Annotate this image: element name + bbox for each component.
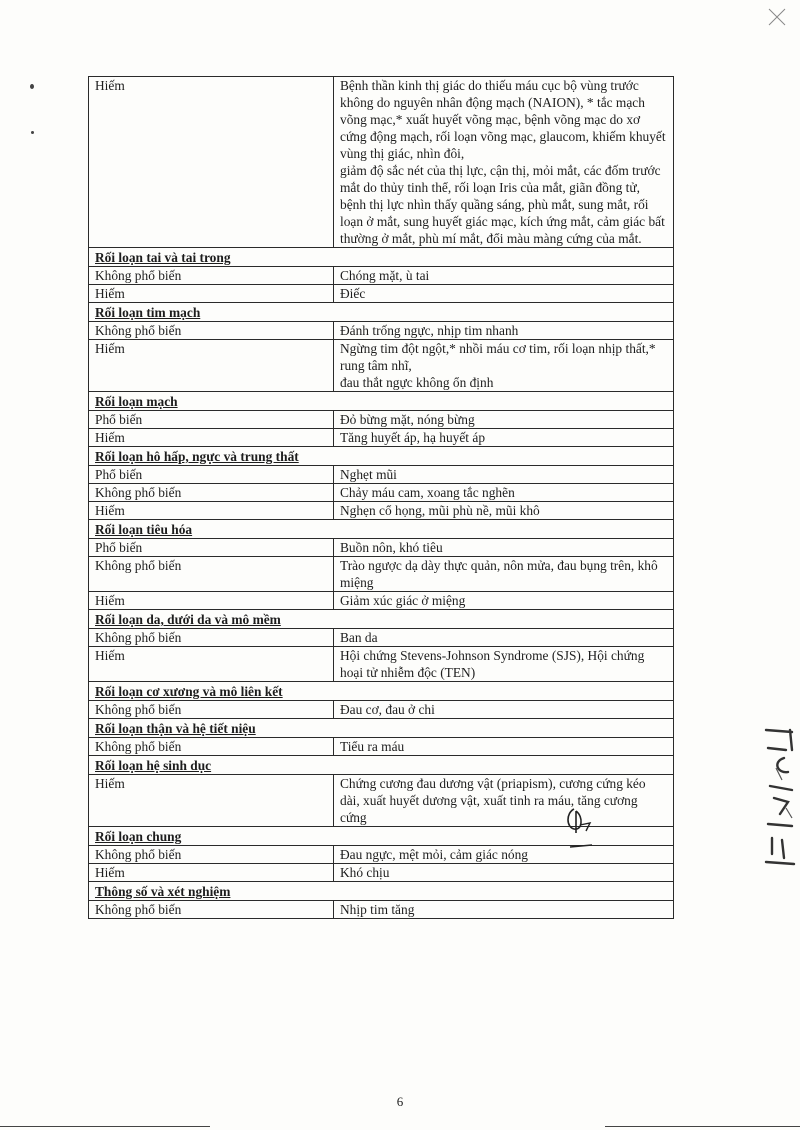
section-title: Rối loạn chung	[89, 827, 674, 846]
section-header-row	[89, 719, 674, 738]
frequency-cell: Không phổ biến	[89, 629, 334, 647]
table-row	[89, 647, 674, 682]
effects-cell: Ngừng tim đột ngột,* nhồi máu cơ tim, rối loạn nhịp thất,* rung tâm nhĩ, đau thắt ngực không ổn định	[334, 340, 674, 392]
section-title: Rối loạn cơ xương và mô liên kết	[89, 682, 674, 701]
effects-cell: Nhịp tim tăng	[334, 901, 674, 919]
frequency-cell: Phổ biến	[89, 466, 334, 484]
section-title: Rối loạn tai và tai trong	[89, 248, 674, 267]
table-row	[89, 285, 674, 303]
effects-cell: Giảm xúc giác ở miệng	[334, 592, 674, 610]
table-row	[89, 411, 674, 429]
effects-cell: Chảy máu cam, xoang tắc nghẽn	[334, 484, 674, 502]
table-row	[89, 77, 674, 248]
section-header-row	[89, 447, 674, 466]
frequency-cell: Phổ biến	[89, 411, 334, 429]
effects-cell: Ban da	[334, 629, 674, 647]
table-body	[89, 77, 674, 919]
effects-cell: Điếc	[334, 285, 674, 303]
frequency-cell: Hiếm	[89, 340, 334, 392]
section-title: Rối loạn tiêu hóa	[89, 520, 674, 539]
frequency-cell: Hiếm	[89, 285, 334, 303]
effects-cell: Nghẹn cổ họng, mũi phù nề, mũi khô	[334, 502, 674, 520]
handwritten-initials-mark	[560, 803, 600, 851]
section-title: Thông số và xét nghiệm	[89, 882, 674, 901]
effects-cell: Khó chịu	[334, 864, 674, 882]
section-title: Rối loạn da, dưới da và mô mềm	[89, 610, 674, 629]
section-header-row	[89, 248, 674, 267]
frequency-cell: Hiếm	[89, 429, 334, 447]
footer-rule-left	[0, 1126, 210, 1127]
table-row	[89, 340, 674, 392]
table-row	[89, 592, 674, 610]
frequency-cell: Không phổ biến	[89, 901, 334, 919]
effects-cell: Nghẹt mũi	[334, 466, 674, 484]
scan-speck	[31, 131, 34, 134]
frequency-cell: Hiếm	[89, 775, 334, 827]
section-header-row	[89, 682, 674, 701]
effects-cell: Trào ngược dạ dày thực quản, nôn mửa, đau bụng trên, khô miệng	[334, 557, 674, 592]
section-header-row	[89, 303, 674, 322]
section-header-row	[89, 392, 674, 411]
frequency-cell: Hiếm	[89, 592, 334, 610]
frequency-cell: Hiếm	[89, 502, 334, 520]
table-row	[89, 502, 674, 520]
scan-speck	[30, 84, 34, 89]
frequency-cell: Không phổ biến	[89, 701, 334, 719]
effects-cell: Tiểu ra máu	[334, 738, 674, 756]
corner-scan-mark	[766, 6, 788, 28]
frequency-cell: Hiếm	[89, 647, 334, 682]
adverse-effects-table	[88, 76, 674, 919]
frequency-cell: Hiếm	[89, 864, 334, 882]
section-title: Rối loạn hệ sinh dục	[89, 756, 674, 775]
table-row	[89, 322, 674, 340]
effects-cell: Chứng cương đau dương vật (priapism), cương cứng kéo dài, xuất huyết dương vật, xuất tinh ra máu, tăng cương cứng	[334, 775, 674, 827]
table-row	[89, 466, 674, 484]
effects-cell: Đau cơ, đau ở chi	[334, 701, 674, 719]
frequency-cell: Không phổ biến	[89, 322, 334, 340]
table-row	[89, 557, 674, 592]
frequency-cell: Hiếm	[89, 77, 334, 248]
table-row	[89, 267, 674, 285]
section-header-row	[89, 882, 674, 901]
table-row	[89, 484, 674, 502]
frequency-cell: Không phổ biến	[89, 484, 334, 502]
effects-cell: Buồn nôn, khó tiêu	[334, 539, 674, 557]
table-row	[89, 539, 674, 557]
effects-cell: Tăng huyết áp, hạ huyết áp	[334, 429, 674, 447]
section-header-row	[89, 520, 674, 539]
effects-cell: Chóng mặt, ù tai	[334, 267, 674, 285]
effects-cell: Đỏ bừng mặt, nóng bừng	[334, 411, 674, 429]
section-title: Rối loạn mạch	[89, 392, 674, 411]
section-header-row	[89, 610, 674, 629]
table-row	[89, 701, 674, 719]
effects-cell: Bệnh thần kinh thị giác do thiếu máu cục bộ vùng trước không do nguyên nhân động mạch (NAION), * tắc mạch võng mạc,* xuất huyết võng mạc, bệnh võng mạc do xơ cứng động mạch, rối loạn võng mạc, glaucom, khiếm khuyết vùng thị giác, nhìn đôi, giảm độ sắc nét của thị lực, cận thị, mỏi mắt, các đốm trước mắt do thủy tinh thể, rối loạn Iris của mắt, giãn đồng tử, bệnh thị lực nhìn thấy quầng sáng, phù mắt, sung mắt, rối loạn ở mắt, sung huyết giác mạc, kích ứng mắt, cảm giác bất thường ở mắt, phù mí mắt, đổi màu màng cứng của mắt.	[334, 77, 674, 248]
section-header-row	[89, 756, 674, 775]
table-row	[89, 864, 674, 882]
frequency-cell: Phổ biến	[89, 539, 334, 557]
frequency-cell: Không phổ biến	[89, 846, 334, 864]
table-row	[89, 738, 674, 756]
margin-handwriting-scribble	[762, 728, 798, 868]
table-row	[89, 429, 674, 447]
effects-cell: Hội chứng Stevens-Johnson Syndrome (SJS), Hội chứng hoại tử nhiễm độc (TEN)	[334, 647, 674, 682]
page-number: 6	[396, 1094, 404, 1109]
frequency-cell: Không phổ biến	[89, 557, 334, 592]
effects-cell: Đau ngực, mệt mỏi, cảm giác nóng	[334, 846, 674, 864]
table-row	[89, 901, 674, 919]
section-title: Rối loạn thận và hệ tiết niệu	[89, 719, 674, 738]
section-title: Rối loạn hô hấp, ngực và trung thất	[89, 447, 674, 466]
footer-rule-right	[605, 1126, 800, 1127]
frequency-cell: Không phổ biến	[89, 267, 334, 285]
frequency-cell: Không phổ biến	[89, 738, 334, 756]
table-row	[89, 629, 674, 647]
section-title: Rối loạn tim mạch	[89, 303, 674, 322]
effects-cell: Đánh trống ngực, nhịp tim nhanh	[334, 322, 674, 340]
